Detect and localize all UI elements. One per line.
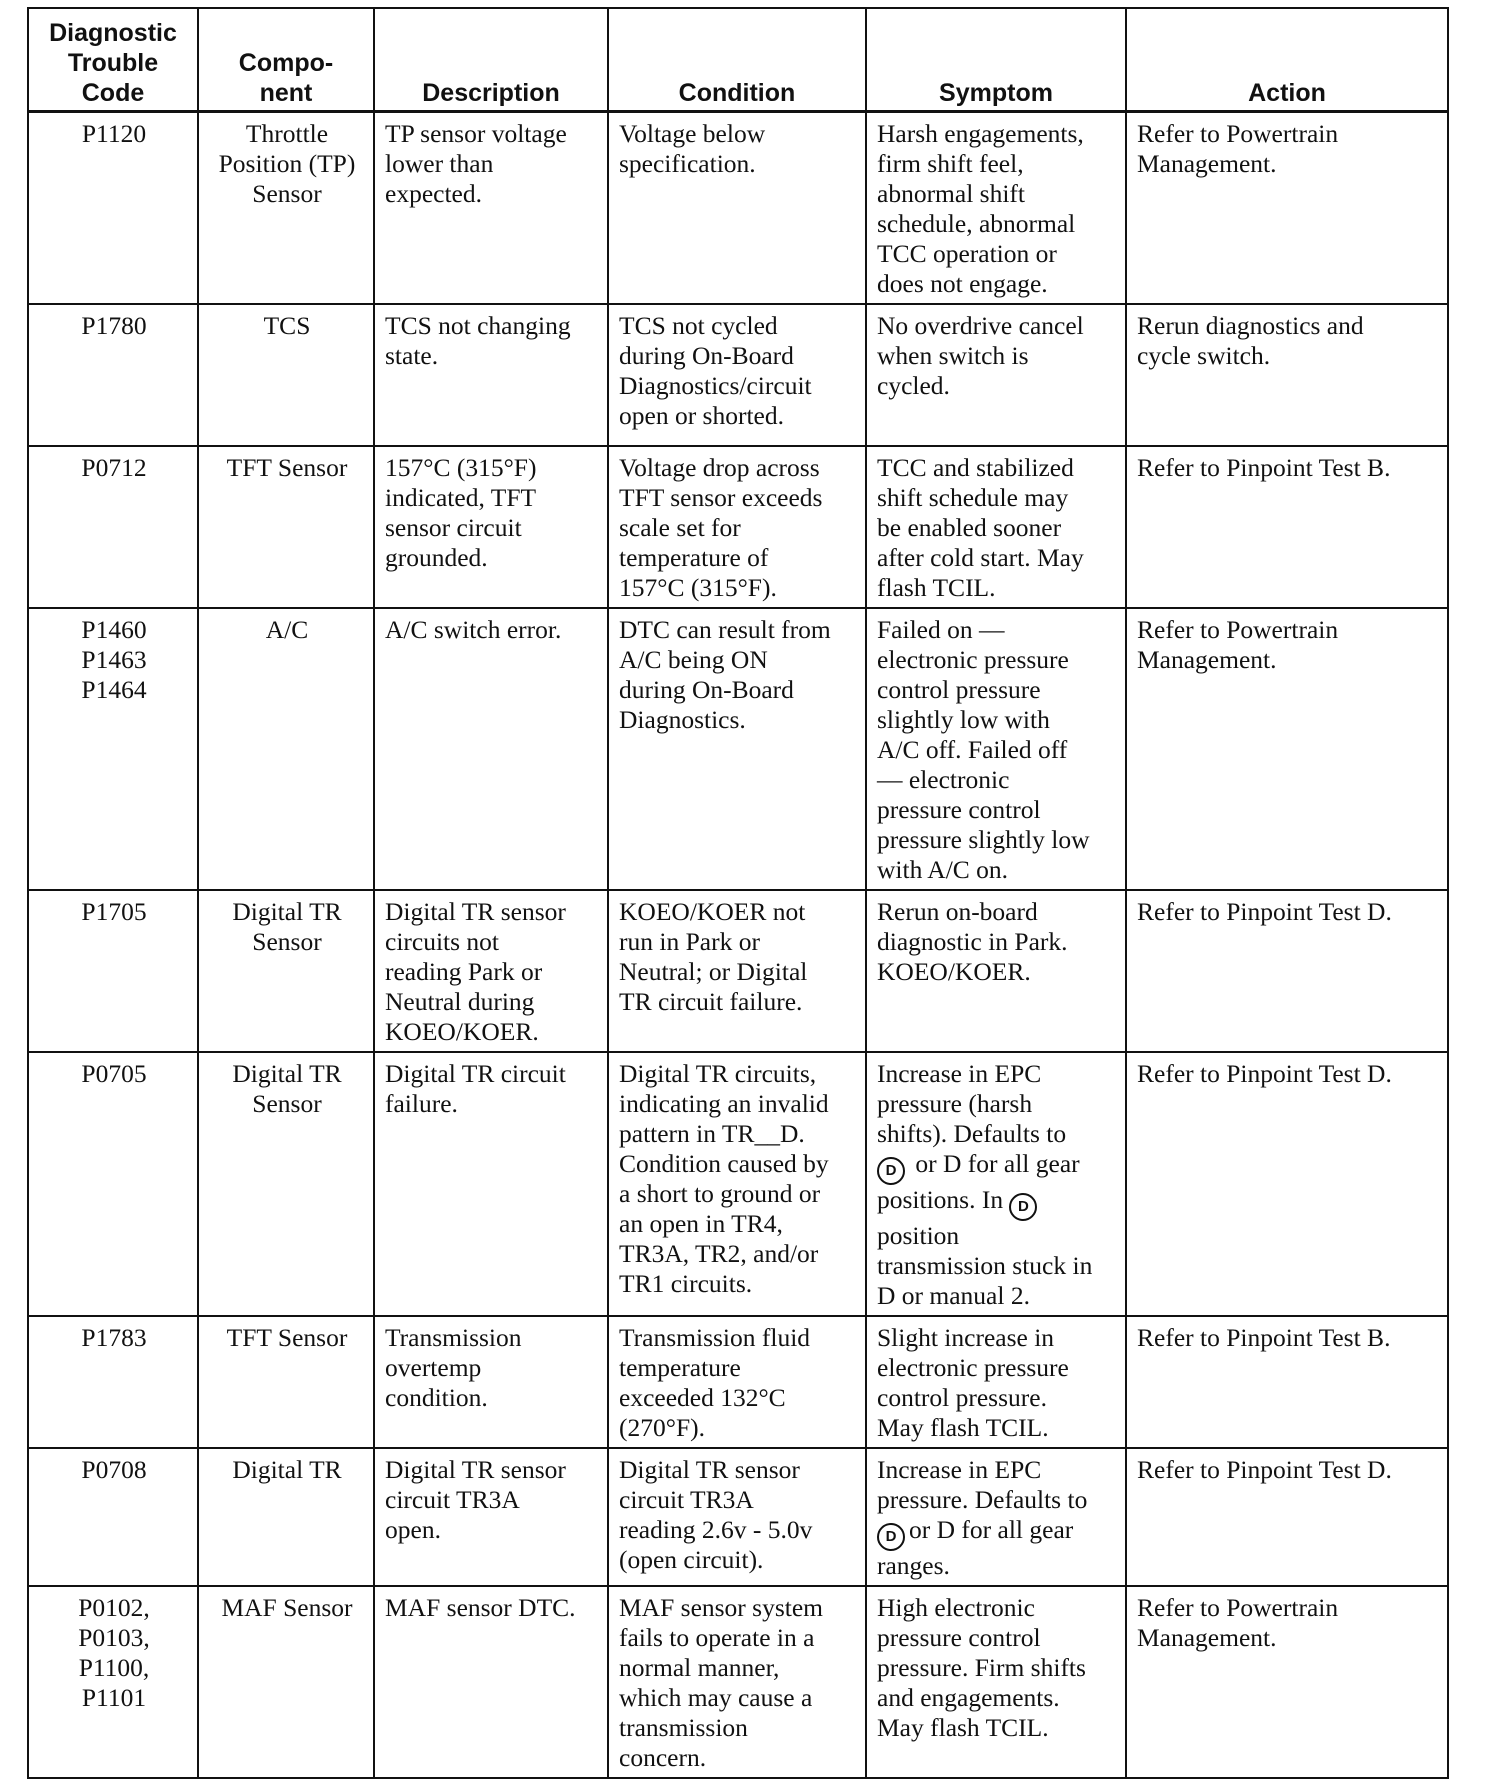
condition-line: KOEO/KOER not [619, 896, 806, 926]
description-line: TP sensor voltage [385, 118, 567, 148]
symptom-line: firm shift feel, [877, 148, 1024, 178]
condition-line: TR3A, TR2, and/or [619, 1238, 819, 1268]
table-row [28, 890, 1448, 1052]
cell-code [28, 608, 198, 890]
cell-condition [608, 1586, 866, 1778]
header-component-line: nent [259, 78, 313, 107]
component-line: Digital TR [232, 1058, 342, 1088]
table-row [28, 111, 1448, 304]
description-line: A/C switch error. [385, 614, 562, 644]
component-line: Position (TP) [218, 148, 356, 178]
symptom-line: control pressure. [877, 1382, 1047, 1412]
table-row [28, 1316, 1448, 1448]
cell-component [198, 304, 374, 446]
component-line: TCS [263, 310, 311, 340]
symptom-line: High electronic [877, 1592, 1035, 1622]
symptom-line: transmission stuck in [877, 1250, 1093, 1280]
symptom-line: control pressure [877, 674, 1041, 704]
action-line: Refer to Pinpoint Test B. [1137, 452, 1391, 482]
cell-symptom [866, 1586, 1126, 1778]
symptom-text: or D for all gear [909, 1148, 1080, 1178]
header-code-line: Trouble [67, 48, 159, 77]
cell-symptom [866, 1316, 1126, 1448]
cell-condition [608, 111, 866, 304]
component-line: TFT Sensor [226, 1322, 348, 1352]
cell-component [198, 890, 374, 1052]
code-line: P1100, [78, 1652, 150, 1682]
description-line: overtemp [385, 1352, 482, 1382]
overdrive-position-icon: D [1009, 1193, 1037, 1221]
condition-line: open or shorted. [619, 400, 785, 430]
table-row [28, 608, 1448, 890]
condition-line: which may cause a [619, 1682, 813, 1712]
condition-line: 157°C (315°F). [619, 572, 777, 602]
condition-line: MAF sensor system [619, 1592, 824, 1622]
symptom-line: be enabled sooner [877, 512, 1062, 542]
condition-line: scale set for [619, 512, 741, 542]
description-line: 157°C (315°F) [385, 452, 537, 482]
symptom-line: pressure control [877, 794, 1041, 824]
cell-component [198, 608, 374, 890]
header-component [198, 8, 374, 111]
symptom-text: or D for all gear [909, 1514, 1074, 1544]
condition-line: specification. [619, 148, 756, 178]
code-line: P0708 [81, 1454, 147, 1484]
cell-symptom [866, 608, 1126, 890]
table-row [28, 304, 1448, 446]
cell-description [374, 446, 608, 608]
condition-line: TR circuit failure. [619, 986, 803, 1016]
description-line: circuit TR3A [385, 1484, 520, 1514]
description-line: circuits not [385, 926, 500, 956]
condition-line: Voltage drop across [619, 452, 820, 482]
symptom-line: Failed on — [877, 614, 1005, 644]
cell-description [374, 1052, 608, 1316]
condition-line: fails to operate in a [619, 1622, 815, 1652]
cell-action [1126, 1448, 1448, 1586]
table-row [28, 1448, 1448, 1586]
header-code [28, 8, 198, 111]
table-header [28, 8, 1448, 111]
description-line: MAF sensor DTC. [385, 1592, 576, 1622]
condition-line: temperature of [619, 542, 769, 572]
cell-condition [608, 1448, 866, 1586]
cell-symptom [866, 1448, 1126, 1586]
cell-action [1126, 304, 1448, 446]
symptom-line: position [877, 1220, 960, 1250]
header-code-line: Code [81, 78, 145, 107]
cell-description [374, 1586, 608, 1778]
condition-line: a short to ground or [619, 1178, 821, 1208]
symptom-line: electronic pressure [877, 644, 1069, 674]
symptom-line: shifts). Defaults to [877, 1118, 1067, 1148]
symptom-line: flash TCIL. [877, 572, 996, 602]
condition-line: run in Park or [619, 926, 760, 956]
action-line: Refer to Powertrain [1137, 118, 1339, 148]
symptom-line: schedule, abnormal [877, 208, 1076, 238]
description-line: indicated, TFT [385, 482, 537, 512]
cell-condition [608, 446, 866, 608]
cell-code [28, 1316, 198, 1448]
description-line: Digital TR sensor [385, 896, 566, 926]
description-line: state. [385, 340, 439, 370]
cell-condition [608, 1052, 866, 1316]
condition-line: exceeded 132°C [619, 1382, 786, 1412]
condition-line: Neutral; or Digital [619, 956, 808, 986]
component-line: MAF Sensor [221, 1592, 353, 1622]
code-line: P1460 [81, 614, 147, 644]
symptom-line: ranges. [877, 1550, 950, 1580]
condition-line: DTC can result from [619, 614, 831, 644]
description-line: sensor circuit [385, 512, 522, 542]
cell-code [28, 304, 198, 446]
cell-code [28, 890, 198, 1052]
symptom-line: shift schedule may [877, 482, 1069, 512]
cell-action [1126, 608, 1448, 890]
condition-line: (open circuit). [619, 1544, 764, 1574]
code-line: P0102, [78, 1592, 150, 1622]
component-line: Digital TR [232, 896, 342, 926]
symptom-line: TCC operation or [877, 238, 1057, 268]
condition-line: TFT sensor exceeds [619, 482, 823, 512]
symptom-line: Slight increase in [877, 1322, 1055, 1352]
cell-component [198, 1448, 374, 1586]
description-line: expected. [385, 178, 482, 208]
symptom-line: Increase in EPC [877, 1454, 1042, 1484]
symptom-line: May flash TCIL. [877, 1712, 1049, 1742]
cell-symptom [866, 446, 1126, 608]
condition-line: temperature [619, 1352, 741, 1382]
cell-description [374, 1448, 608, 1586]
cell-condition [608, 890, 866, 1052]
symptom-line: and engagements. [877, 1682, 1060, 1712]
action-line: cycle switch. [1137, 340, 1271, 370]
condition-line: during On-Board [619, 340, 794, 370]
symptom-line: KOEO/KOER. [877, 956, 1031, 986]
condition-line: reading 2.6v - 5.0v [619, 1514, 813, 1544]
condition-line: Digital TR sensor [619, 1454, 800, 1484]
condition-line: normal manner, [619, 1652, 780, 1682]
symptom-line: No overdrive cancel [877, 310, 1084, 340]
cell-description [374, 1316, 608, 1448]
symptom-line: Rerun on-board [877, 896, 1038, 926]
condition-line: Digital TR circuits, [619, 1058, 817, 1088]
cell-component [198, 446, 374, 608]
cell-symptom [866, 111, 1126, 304]
code-line: P1101 [81, 1682, 147, 1712]
symptom-line: after cold start. May [877, 542, 1084, 572]
description-line: Digital TR sensor [385, 1454, 566, 1484]
symptom-line: electronic pressure [877, 1352, 1069, 1382]
code-line: P1120 [81, 118, 147, 148]
component-line: A/C [265, 614, 309, 644]
condition-line: Diagnostics. [619, 704, 746, 734]
description-line: condition. [385, 1382, 488, 1412]
symptom-line: pressure (harsh [877, 1088, 1033, 1118]
header-component-line: Compo- [238, 48, 334, 77]
code-line: P1780 [81, 310, 147, 340]
header-row [28, 8, 1448, 111]
action-line: Rerun diagnostics and [1137, 310, 1364, 340]
header-symptom: Symptom [866, 8, 1126, 111]
symptom-line: when switch is [877, 340, 1029, 370]
cell-component [198, 1316, 374, 1448]
cell-description [374, 304, 608, 446]
symptom-line: pressure control [877, 1622, 1041, 1652]
condition-line: during On-Board [619, 674, 794, 704]
action-line: Refer to Pinpoint Test D. [1137, 896, 1392, 926]
condition-line: A/C being ON [619, 644, 768, 674]
condition-line: transmission [619, 1712, 748, 1742]
overdrive-position-icon: D [877, 1523, 905, 1551]
description-line: Digital TR circuit [385, 1058, 566, 1088]
description-line: open. [385, 1514, 441, 1544]
symptom-line: abnormal shift [877, 178, 1026, 208]
component-line: Digital TR [232, 1454, 342, 1484]
dtc-table [27, 7, 1449, 1779]
condition-line: TR1 circuits. [619, 1268, 753, 1298]
description-line: KOEO/KOER. [385, 1016, 539, 1046]
condition-line: (270°F). [619, 1412, 705, 1442]
cell-description [374, 111, 608, 304]
symptom-line: TCC and stabilized [877, 452, 1074, 482]
symptom-line: Harsh engagements, [877, 118, 1084, 148]
action-line: Refer to Pinpoint Test B. [1137, 1322, 1391, 1352]
condition-line: Diagnostics/circuit [619, 370, 812, 400]
action-line: Management. [1137, 644, 1277, 674]
description-line: Neutral during [385, 986, 535, 1016]
condition-line: concern. [619, 1742, 707, 1772]
component-line: Sensor [252, 926, 322, 956]
condition-line: Voltage below [619, 118, 766, 148]
header-description: Description [374, 8, 608, 111]
description-line: Transmission [385, 1322, 522, 1352]
description-line: reading Park or [385, 956, 543, 986]
header-action: Action [1126, 8, 1448, 111]
condition-line: indicating an invalid [619, 1088, 829, 1118]
symptom-line [877, 1185, 1117, 1221]
cell-description [374, 608, 608, 890]
action-line: Refer to Powertrain [1137, 1592, 1339, 1622]
component-line: Sensor [252, 1088, 322, 1118]
component-line: Sensor [252, 178, 322, 208]
cell-component [198, 111, 374, 304]
symptom-text: positions. In [877, 1184, 1010, 1214]
condition-line: Condition caused by [619, 1148, 829, 1178]
cell-component [198, 1052, 374, 1316]
code-line: P1783 [81, 1322, 147, 1352]
condition-line: circuit TR3A [619, 1484, 754, 1514]
cell-component [198, 1586, 374, 1778]
description-line: lower than [385, 148, 494, 178]
code-line: P0705 [81, 1058, 147, 1088]
symptom-line: A/C off. Failed off [877, 734, 1068, 764]
symptom-line: pressure slightly low [877, 824, 1090, 854]
component-line: TFT Sensor [226, 452, 348, 482]
symptom-line: slightly low with [877, 704, 1050, 734]
code-line: P0103, [78, 1622, 150, 1652]
symptom-line: does not engage. [877, 268, 1048, 298]
cell-symptom [866, 304, 1126, 446]
table-row [28, 1586, 1448, 1778]
symptom-line: cycled. [877, 370, 950, 400]
symptom-line: pressure. Firm shifts [877, 1652, 1086, 1682]
cell-code [28, 1586, 198, 1778]
symptom-line [877, 1515, 1117, 1551]
cell-code [28, 1052, 198, 1316]
symptom-line: D or manual 2. [877, 1280, 1030, 1310]
symptom-line: with A/C on. [877, 854, 1009, 884]
cell-action [1126, 890, 1448, 1052]
symptom-line: May flash TCIL. [877, 1412, 1049, 1442]
cell-description [374, 890, 608, 1052]
cell-code [28, 1448, 198, 1586]
header-condition: Condition [608, 8, 866, 111]
condition-line: Transmission fluid [619, 1322, 811, 1352]
description-line: grounded. [385, 542, 488, 572]
cell-condition [608, 1316, 866, 1448]
action-line: Refer to Pinpoint Test D. [1137, 1058, 1392, 1088]
table-body [28, 111, 1448, 1778]
cell-code [28, 111, 198, 304]
code-line: P1705 [81, 896, 147, 926]
cell-condition [608, 608, 866, 890]
overdrive-position-icon: D [877, 1157, 905, 1185]
symptom-line: pressure. Defaults to [877, 1484, 1088, 1514]
symptom-line: — electronic [877, 764, 1010, 794]
code-line: P0712 [81, 452, 147, 482]
action-line: Refer to Powertrain [1137, 614, 1339, 644]
description-line: failure. [385, 1088, 458, 1118]
cell-condition [608, 304, 866, 446]
cell-action [1126, 1316, 1448, 1448]
action-line: Management. [1137, 148, 1277, 178]
cell-code [28, 446, 198, 608]
component-line: Throttle [245, 118, 329, 148]
symptom-line: Increase in EPC [877, 1058, 1042, 1088]
cell-action [1126, 1052, 1448, 1316]
header-code-line: Diagnostic [49, 18, 177, 47]
symptom-line [877, 1149, 1117, 1185]
cell-symptom [866, 890, 1126, 1052]
table-row [28, 446, 1448, 608]
description-line: TCS not changing [385, 310, 571, 340]
condition-line: an open in TR4, [619, 1208, 783, 1238]
cell-symptom [866, 1052, 1126, 1316]
cell-action [1126, 1586, 1448, 1778]
action-line: Refer to Pinpoint Test D. [1137, 1454, 1392, 1484]
condition-line: pattern in TR__D. [619, 1118, 805, 1148]
cell-action [1126, 446, 1448, 608]
action-line: Management. [1137, 1622, 1277, 1652]
code-line: P1463 [81, 644, 147, 674]
table-row [28, 1052, 1448, 1316]
condition-line: TCS not cycled [619, 310, 778, 340]
cell-action [1126, 111, 1448, 304]
symptom-line: diagnostic in Park. [877, 926, 1068, 956]
code-line: P1464 [81, 674, 147, 704]
